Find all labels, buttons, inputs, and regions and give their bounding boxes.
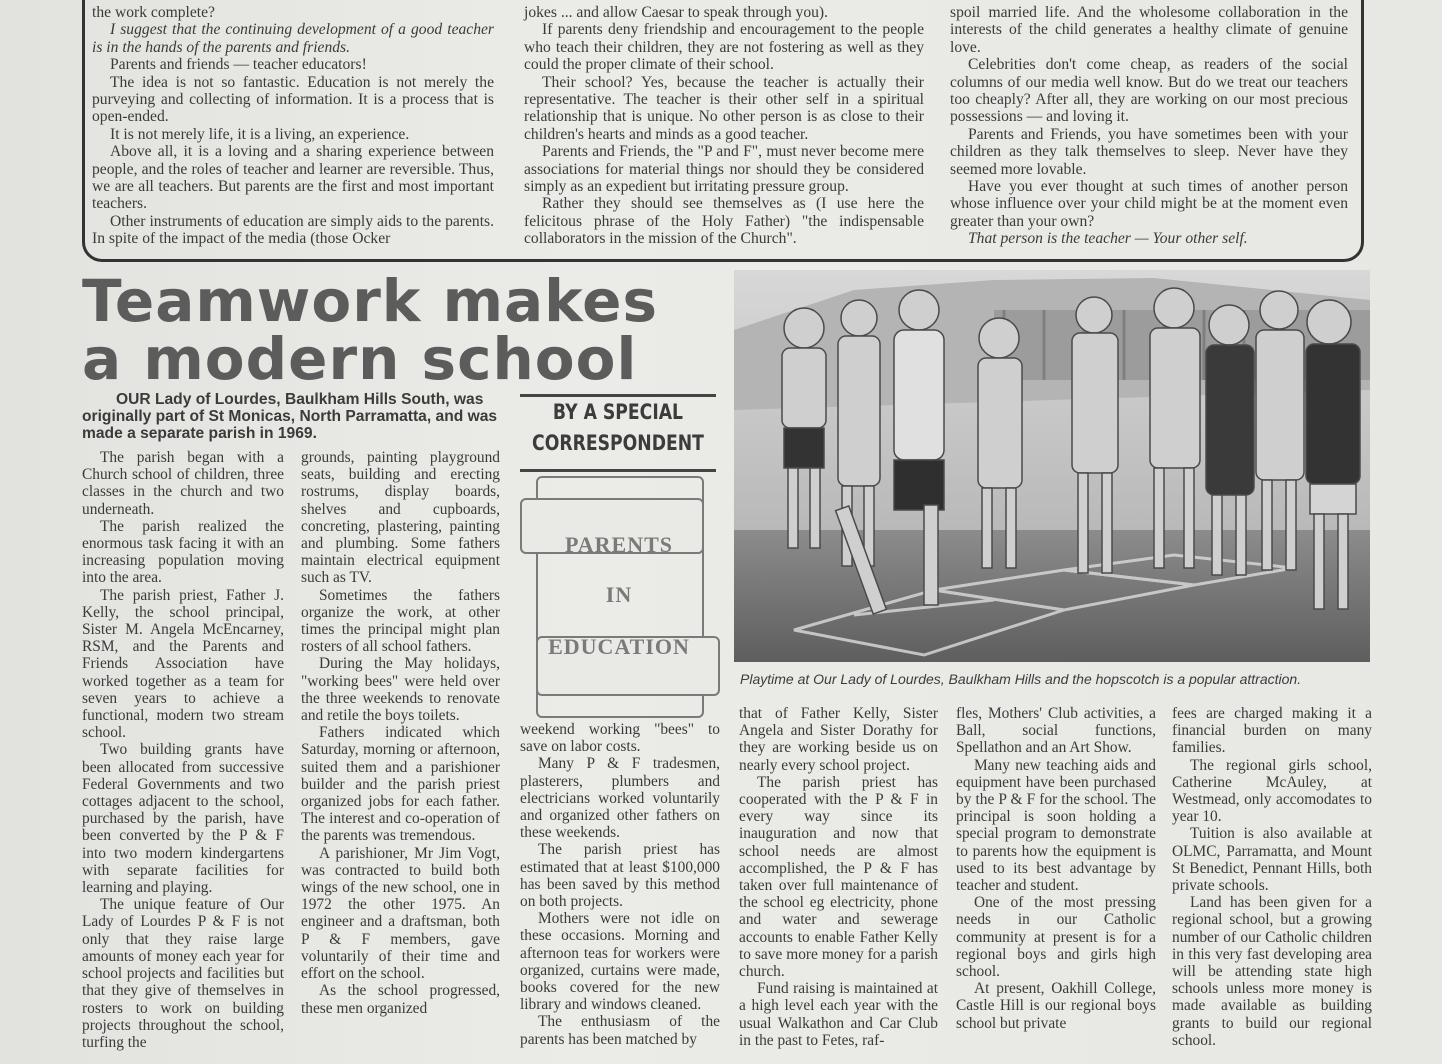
top-paragraph: Other instruments of education are simply aids to the parents. In spite of the impact of the media (those Ocker	[92, 212, 494, 248]
top-paragraph: jokes ... and allow Caesar to speak through you).	[524, 4, 829, 21]
article-paragraph: During the May holidays, "working bees" were held over the three weekends to renovate and retile the boys toilets.	[301, 655, 500, 725]
article-paragraph: The parish priest has cooperated with the P & F in every way since its inauguration and now that school needs are almost accomplished, the P & F has taken over full maintenance of the school eg electricity, phone and water and sewerage accounts to enable Father Kelly to save more money for a parish church.	[739, 773, 938, 981]
article-column-5	[956, 705, 1156, 1032]
article-column-4	[739, 705, 938, 1049]
top-article-column-3	[950, 4, 1348, 248]
top-paragraph: Celebrities don't come cheap, as readers of the social columns of our media well know. But do we treat our teachers too cheaply? After all, they are working on our most precious possessions — and loving it.	[950, 56, 1348, 126]
byline-line-1: BY A SPECIAL	[552, 400, 684, 424]
article-paragraph: The parish realized the enormous task facing it with an increasing population moving into the area.	[82, 517, 284, 587]
article-paragraph: The enthusiasm of the parents has been matched by	[520, 1013, 720, 1048]
schoolyard-photo	[734, 270, 1370, 662]
article-paragraph: Mothers were not idle on these occasions. Morning and afternoon teas for workers were organized, curtains were made, books covered for the new library and windows cleaned.	[520, 910, 720, 1014]
top-paragraph: Parents and Friends, the "P and F", must never become mere associations for material things nor should they be considered simply as an expedient but irritating pressure group.	[524, 143, 924, 196]
article-column-3	[520, 721, 720, 1048]
top-article-column-1	[92, 4, 494, 248]
article-paragraph: The parish began with a Church school of children, three classes in the church and two underneath.	[82, 449, 284, 518]
article-paragraph: Fathers indicated which Saturday, morning or afternoon, suited them and a parishioner builder and the parish priest organized jobs for each father. The interest and co-operation of the parents was tremendous.	[301, 724, 500, 845]
top-paragraph: Parents and Friends, you have sometimes been with your children as they talk themselves to sleep. Never have they seemed more lovable.	[950, 125, 1348, 178]
article-paragraph: fees are charged making it a financial burden on many families.	[1172, 705, 1372, 757]
article-paragraph: Tuition is also available at OLMC, Parramatta, and Mount St Benedict, Pennant Hills, both private schools.	[1172, 825, 1372, 895]
headline-line-1: Teamwork makes	[82, 267, 659, 335]
article-headline	[82, 267, 722, 393]
article-paragraph: grounds, painting playground seats, building and erecting rostrums, display boards, shelves and cupboards, concreting, plastering, painting and plumbing. Some fathers maintain electrical equipment such as TV.	[301, 449, 500, 587]
article-paragraph: Many P & F tradesmen, plasterers, plumbers and electricians worked voluntarily and organized other fathers on these weekends.	[520, 755, 720, 842]
article-paragraph: The parish priest, Father J. Kelly, the school principal, Sister M. Angela McEncarney, RSM, and the Parents and Friends Association have worked together as a team for seven years to achieve a functional, modern two stream school.	[82, 586, 284, 742]
article-column-2	[301, 449, 500, 1017]
top-paragraph: It is not merely life, it is a living, an experience.	[110, 125, 410, 143]
byline-line-2: CORRESPONDENT	[532, 431, 704, 455]
article-paragraph: Many new teaching aids and equipment have been purchased by the P & F for the school. The principal is soon holding a special program to demonstrate to parents how the equipment is used to its best advantage by teacher and student.	[956, 756, 1156, 895]
top-paragraph: Rather they should see themselves as (I use here the felicitous phrase of the Holy Father) "the indispensable collaborators in the mission of the Church".	[524, 195, 924, 248]
logo-word-2: IN	[605, 582, 633, 607]
photo-caption: Playtime at Our Lady of Lourdes, Baulkham Hills and the hopscotch is a popular attraction.	[740, 671, 1302, 687]
article-paragraph: fles, Mothers' Club activities, a Ball, social functions, Spellathon and an Art Show.	[956, 705, 1156, 757]
top-paragraph: Have you ever thought at such times of another person whose influence over your child might be at the moment even greater than your own?	[950, 178, 1348, 230]
article-paragraph: At present, Oakhill College, Castle Hill is our regional boys school but private	[956, 980, 1156, 1032]
article-paragraph: The parish priest has estimated that at least $100,000 has been saved by this method on both projects.	[520, 841, 720, 911]
article-paragraph: The regional girls school, Catherine McAuley, at Westmead, only accomodates to year 10.	[1172, 756, 1372, 826]
article-paragraph: The unique feature of Our Lady of Lourdes P & F is not only that they raise large amounts of money each year for school projects and facilities but that they give of themselves in rosters to work on building projects throughout the school, turfing the	[82, 896, 284, 1051]
top-paragraph: If parents deny friendship and encouragement to the people who teach their children, they are not fostering as well as they could the proper climate of their school.	[524, 21, 924, 74]
article-paragraph: weekend working "bees" to save on labor costs.	[520, 721, 720, 756]
top-paragraph: spoil married life. And the wholesome collaboration in the interests of the child generates a healthy climate of genuine love.	[950, 4, 1348, 56]
top-paragraph: Parents and friends — teacher educators!	[110, 56, 367, 74]
top-paragraph: I suggest that the continuing development of a good teacher is in the hands of the parents and friends.	[92, 21, 494, 56]
article-paragraph: Two building grants have been allocated from successive Federal Governments and two cottages adjacent to the school, purchased by the parish, have been converted by the P & F into two modern kindergartens with separate facilities for learning and playing.	[82, 741, 284, 897]
article-paragraph: One of the most pressing needs in our Catholic community at present is for a regional boys and girls high school.	[956, 894, 1156, 981]
article-paragraph: Fund raising is maintained at a high level each year with the usual Walkathon and Car Club in the past to Fetes, raf-	[739, 980, 938, 1049]
top-paragraph: the work complete?	[92, 4, 215, 21]
logo-word-3: EDUCATION	[548, 634, 690, 659]
article-paragraph: As the school progressed, these men organized	[301, 982, 500, 1017]
article-paragraph: A parishioner, Mr Jim Vogt, was contracted to build both wings of the new school, one in 1972 the other 1975. An engineer and a draftsman, both P & F members, gave voluntarily of their time and effort on the school.	[301, 844, 500, 983]
article-column-6	[1172, 705, 1372, 1049]
parents-in-education-logo	[520, 476, 718, 716]
byline	[520, 394, 716, 472]
article-paragraph: Sometimes the fathers organize the work, at other times the principal might plan rosters of all school fathers.	[301, 586, 500, 656]
children-playing-hopscotch-image	[734, 270, 1370, 662]
headline-line-2: a modern school	[82, 325, 638, 393]
article-deck: OUR Lady of Lourdes, Baulkham Hills South, was originally part of St Monicas, North Parramatta, and was made a separate parish in 1969.	[82, 391, 498, 442]
article-paragraph: that of Father Kelly, Sister Angela and Sister Dorathy for they are working beside us on nearly every school project.	[739, 705, 938, 774]
article-paragraph: Land has been given for a regional school, but a growing number of our Catholic children in this very fast developing area will be attending state high schools unless more money is made available as building grants to build our regional school.	[1172, 894, 1372, 1049]
top-paragraph: Above all, it is a loving and a sharing experience between people, and the roles of teacher and learner are reversible. Thus, we are all teachers. But parents are the first and most important teachers.	[92, 143, 494, 213]
article-column-1	[82, 449, 284, 1051]
logo-word-1: PARENTS	[564, 532, 674, 557]
top-article-column-2	[524, 4, 924, 248]
top-paragraph: Their school? Yes, because the teacher is actually their representative. The teacher is their other self in a spiritual relationship that is unique. No other person is as close to their children's hearts and minds as a good teacher.	[524, 73, 924, 143]
top-paragraph: That person is the teacher — Your other self.	[968, 230, 1248, 248]
top-paragraph: The idea is not so fantastic. Education is not merely the purveying and collecting of information. It is a process that is open-ended.	[92, 73, 494, 126]
